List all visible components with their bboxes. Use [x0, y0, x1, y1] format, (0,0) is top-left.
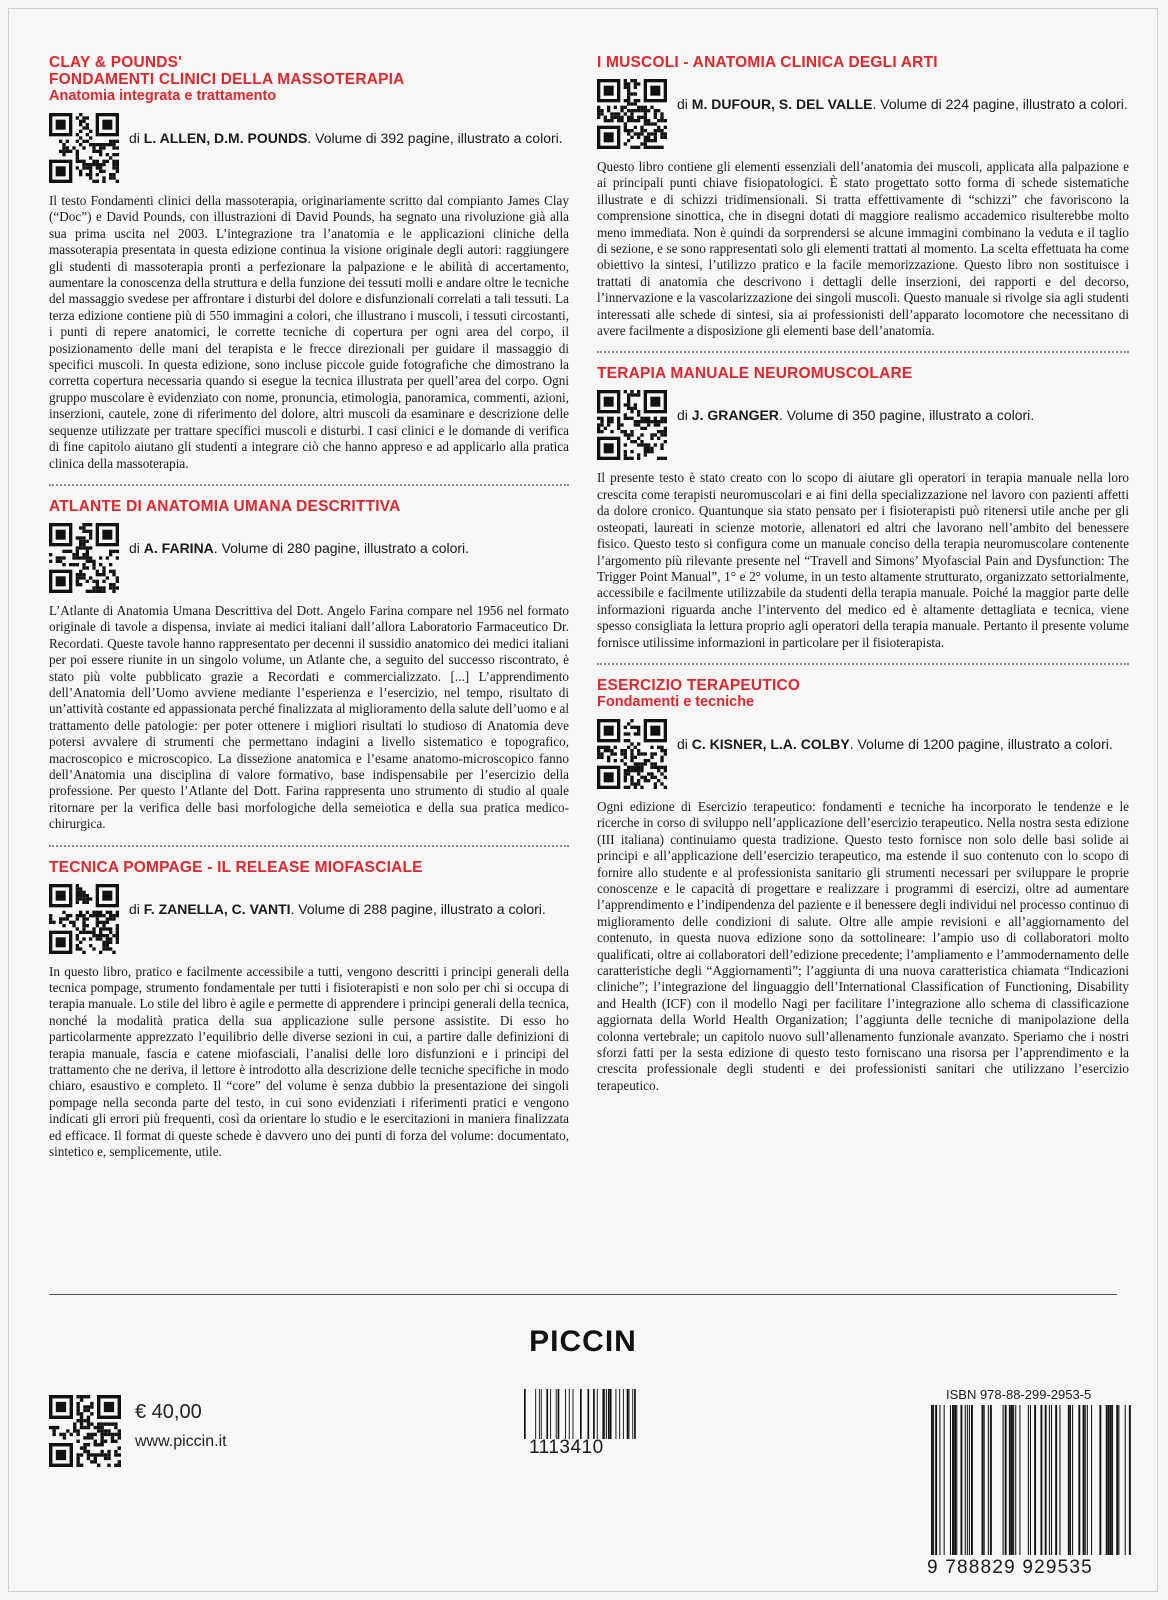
book-title: TECNICA POMPAGE - IL RELEASE MIOFASCIALE: [49, 858, 423, 876]
price: € 40,00: [135, 1401, 202, 1423]
isbn-label: ISBN 978-88-299-2953-5: [946, 1387, 1092, 1402]
right-column: [597, 54, 1129, 1106]
book-meta: [597, 390, 1129, 460]
book-meta: [49, 884, 569, 954]
qr-code-icon[interactable]: [49, 113, 119, 183]
book-subtitle: Anatomia integrata e trattamento: [49, 88, 277, 104]
book-description: Ogni edizione di Esercizio terapeutico: fondamenti e tecniche ha incorporato le tendenze e le ricerche in corso di sviluppo nell’applicazione dell’esercizio terapeutico. Nella nostra sesta edizione (III italiana) continuiamo questa tradizione. Questo testo fornisce non solo delle basi solide ai principi e all’applicazione dell’esercizio terapeutico, ma estende il suo contenuto con lo scopo di fornire allo studente e al professionista sanitario gli strumenti necessari per sviluppare le proprie conoscenze e le capacità di progettare e realizzare i programmi di esercizi, oltre ad aumentare l’apprendimento e l’indipendenza del paziente e il benessere degli individui nel processo continuo di miglioramento delle condizioni di salute. Oltre alle ampie revisioni e all’aggiornamento del contenuto, in questa nuova edizione sono da sottolineare: l’ampio uso di collaboratori molto qualificati, oltre ai collaboratori dell’edizione precedente; l’ampliamento e l’ammodernamento delle caratteristiche degli “Aggiornamenti”; l’aggiunta di una nuova caratteristica chiamata “Indicazioni cliniche”; l’integrazione del linguaggio dell’International Classification of Functioning, Disability and Health (ICF) con il modello Nagi per facilitare l’integrazione allo schema di classificazione aggiornata della World Health Organization; l’aggiunta delle tecniche di manipolazione della colonna vertebrale; un capitolo nuovo sull’allenamento funzionale avanzato. Speriamo che i nostri sforzi fatti per la sesta edizione di questo testo forniscano una risorsa per l’apprendimento e la crescita professionale degli studenti e dei professionisti sanitari che utilizzano l’esercizio terapeutico.: [597, 798, 1129, 1093]
book-title: I MUSCOLI - ANATOMIA CLINICA DEGLI ARTI: [597, 54, 938, 71]
book-entry: [597, 365, 1129, 650]
barcode-icon: [524, 1389, 636, 1439]
qr-code-icon[interactable]: [49, 1395, 121, 1467]
book-info: di A. FARINA. Volume di 280 pagine, illustrato a colori.: [129, 539, 470, 556]
book-authors: J. GRANGER: [691, 407, 779, 424]
book-entry: [49, 859, 569, 1161]
book-authors: C. KISNER, L.A. COLBY: [691, 735, 850, 752]
book-description: L’Atlante di Anatomia Umana Descrittiva del Dott. Angelo Farina compare nel 1956 nel formato originale di tavole a dispensa, inviate ai medici italiani dall’allora Laboratorio Farmaceutico Dr. Recordati. Queste tavole hanno rappresentato per decenni il sussidio anatomico dei medici italiani per poi essere riunite in un singolo volume, un Atlante che, a seguito del successo riscontrato, è stato più volte pubblicato grazie a Recordati e commercializzato. [...] L’apprendimento dell’Anatomia dell’Uomo avviene mediante l’esperienza e l’esercizio, nel tempo, risultato di un’attività costante ed appassionata perché finalizzata al miglioramento della salute dell’uomo e al trattamento delle patologie: per poter ottenere i migliori risultati lo studioso di Anatomia deve potersi avvalere di strumenti che permettano indagini a livello sistematico e topografico, macroscopico e microscopico. La dissezione anatomica e l’esame anatomo-microscopico fanno dell’Anatomia una disciplina di valore formativo, base indispensabile per l’esercizio della professione. Per questo l’Atlante del Dott. Farina rappresenta uno strumento di studio al quale ritornare per la verifica delle basi morfologiche della semeiotica e della sua pratica medico-chirurgica.: [49, 602, 569, 832]
section-divider: [597, 351, 1129, 353]
qr-code-icon[interactable]: [597, 390, 667, 460]
section-divider: [49, 845, 569, 847]
book-volume-info: . Volume di 350 pagine, illustrato a colori.: [778, 407, 1035, 424]
qr-code-icon[interactable]: [597, 719, 667, 789]
book-entry: [49, 54, 569, 472]
book-info: di F. ZANELLA, C. VANTI. Volume di 288 pagine, illustrato a colori.: [129, 900, 546, 917]
product-code: 1113410: [529, 1437, 604, 1458]
book-description: In questo libro, pratico e facilmente accessibile a tutti, vengono descritti i principi generali della tecnica pompage, strumento fondamentale per tutti i fisioterapisti e non solo per chi si occupa di terapia manuale. Lo stile del libro è agile e permette di apprendere i principi generali della tecnica, nonché la modalità pratica della sua applicazione sulle persone assistite. Di esso ho particolarmente apprezzato l’equilibrio delle diverse sezioni in cui, a partire dalle definizioni di terapia manuale, fascia e catene miofasciali, l’analisi delle loro disfunzioni e i principi del trattamento che ne deriva, il lettore è introdotto alla descrizione delle tecniche specifiche in modo chiaro, esaustivo e completo. Il “core” del volume è senza dubbio la presentazione dei singoli pompage nella seconda parte del testo, in cui sono evidenziati i riferimenti pratici e vengono indicati gli errori più frequenti, così da orientare lo studio e le esercitazioni in maniera finalizzata ed efficace. Il format di queste schede è davvero uno dei punti di forza del volume: documentato, sintetico e, semplicemente, utile.: [49, 963, 569, 1160]
ean-number: 9 788829 929535: [927, 1557, 1093, 1578]
book-info: di C. KISNER, L.A. COLBY. Volume di 1200 pagine, illustrato a colori.: [677, 735, 1113, 752]
book-description: Il testo Fondamenti clinici della massoterapia, originariamente scritto dal compianto James Clay (“Doc”) e David Pounds, con illustrazioni di David Pounds, ha segnato una rivoluzione già alla sua prima uscita nel 2003. L’integrazione tra l’anatomia e le applicazioni cliniche della massoterapia presentata in questa edizione continua la visione originale degli autori: raggiungere gli studenti di massoterapia pronti a perfezionare la palpazione e le abilità di accertamento, aumentare la conoscenza della struttura e della funzione dei tessuti molli e andare oltre le tecniche del massaggio svedese per affrontare i disturbi del dolore e disfunzionali correlati a tali tessuti. La terza edizione contiene più di 550 immagini a colori, che illustrano i muscoli, i tessuti circostanti, i punti di repere anatomici, le corrette tecniche di copertura per ogni area del corpo, il posizionamento delle mani del terapista e le frecce direzionali per guidare il massaggio di specifici muscoli. In questa edizione, sono incluse piccole guide fotografiche che dimostrano la corretta copertura necessaria quando si esegue la tecnica illustrata per quell’area del corpo. Ogni gruppo muscolare è evidenziato con nome, pronuncia, etimologia, panoramica, commenti, azioni, inserzioni, cautele, zone di riferimento del dolore, altri muscoli da esaminare e descrizione delle sequenze utilizzate per trattare specifici muscoli e disturbi. I casi clinici e le domande di verifica di fine capitolo aiutano gli studenti a integrare ciò che hanno appreso e ad applicarlo alla pratica clinica della massoterapia.: [49, 193, 569, 471]
barcode-icon: [931, 1405, 1131, 1555]
book-title-line-2: FONDAMENTI CLINICI DELLA MASSOTERAPIA: [49, 71, 405, 88]
book-subtitle: Fondamenti e tecniche: [597, 693, 755, 710]
publisher-logo: PICCIN: [529, 1325, 637, 1358]
book-meta: [49, 523, 569, 593]
qr-code-icon[interactable]: [49, 523, 119, 593]
book-authors: F. ZANELLA, C. VANTI: [143, 900, 291, 917]
book-volume-info: . Volume di 224 pagine, illustrato a colori.: [872, 96, 1128, 112]
book-volume-info: . Volume di 288 pagine, illustrato a colori.: [290, 900, 546, 917]
footer-divider: [49, 1294, 1117, 1295]
section-divider: [597, 663, 1129, 665]
book-title: TERAPIA MANUALE NEUROMUSCOLARE: [597, 365, 913, 383]
left-column: [49, 54, 569, 1172]
book-title: ATLANTE DI ANATOMIA UMANA DESCRITTIVA: [49, 497, 401, 515]
book-authors: M. DUFOUR, S. DEL VALLE: [691, 96, 873, 112]
book-authors: A. FARINA: [143, 539, 214, 556]
book-entry: [597, 677, 1129, 1094]
section-divider: [49, 484, 569, 486]
book-meta: [49, 113, 569, 183]
qr-code-icon[interactable]: [597, 79, 667, 149]
book-volume-info: . Volume di 1200 pagine, illustrato a colori.: [849, 735, 1113, 752]
book-volume-info: . Volume di 392 pagine, illustrato a colori.: [307, 130, 563, 146]
book-description: Questo libro contiene gli elementi essenziali dell’anatomia dei muscoli, applicata alla palpazione e ai principali punti chiave fisiopatologici. È stato progettato sotto forma di schede sistematiche illustrate e di schizzi tridimensionali. Si tratta effettivamente di “schizzi” che favoriscono la comprensione sinottica, che in disegni dotati di maggiore realismo accademico risulterebbe molto meno immediata. Non è quindi da sorprendersi se alcune immagini combinano la veduta e il taglio di sezione, e se sono rappresentati solo gli elementi trattati al momento. La scelta effettuata ha come obiettivo la sintesi, l’utilizzo pratico e la facile memorizzazione. Questo libro non sostituisce i trattati di anatomia che descrivono i dettagli delle inserzioni, dei rapporti e del decorso, l’innervazione e la vascolarizzazione dei singoli muscoli. Questo manuale si rivolge sia agli studenti interessati alle schede di sintesi, sia ai professionisti dell’apparato locomotore che necessitano di avere facilmente a disposizione gli elementi base dell’anatomia.: [597, 159, 1129, 339]
book-meta: [597, 79, 1129, 149]
book-info: di L. ALLEN, D.M. POUNDS. Volume di 392 pagine, illustrato a colori.: [129, 130, 563, 146]
book-entry: [49, 498, 569, 833]
website-link[interactable]: www.piccin.it: [135, 1433, 227, 1450]
book-info: di M. DUFOUR, S. DEL VALLE. Volume di 224 pagine, illustrato a colori.: [677, 96, 1128, 112]
book-meta: [597, 719, 1129, 789]
book-info: di J. GRANGER. Volume di 350 pagine, illustrato a colori.: [677, 407, 1035, 424]
book-description: Il presente testo è stato creato con lo scopo di aiutare gli operatori in terapia manuale nella loro crescita come terapisti neuromuscolari e ai fini della specializzazione nel lavoro con pazienti affetti da dolore cronico. Quantunque sia stato pensato per i fisioterapisti può ritenersi utile anche per gli osteopati, laureati in scienze motorie, allenatori ed altri che lavorano nell’ambito del benessere fisico. Questo testo si configura come un manuale conciso della terapia neuromuscolare contenente l’argomento più rilevante presente nel “Travell and Simons’ Myofascial Pain and Dysfunction: The Trigger Point Manual”, 1° e 2° volume, in un testo altamente strutturato, organizzato settorialmente, accessibile e facilmente utilizzabile da studenti della terapia manuale. Poiché la maggior parte delle informazioni riguarda anche l’intervento del medico ed è altamente dettagliata e tecnica, viene spesso consigliata la lettura proprio agli operatori della terapia manuale. Pertanto il presente volume fornisce utilissime informazioni in particolare per il fisioterapista.: [597, 470, 1129, 650]
book-authors: L. ALLEN, D.M. POUNDS: [143, 130, 308, 146]
book-title: ESERCIZIO TERAPEUTICO: [597, 676, 801, 694]
back-cover: [8, 8, 1158, 1592]
book-title: CLAY & POUNDS': [49, 54, 183, 71]
book-entry: [597, 54, 1129, 339]
book-volume-info: . Volume di 280 pagine, illustrato a colori.: [213, 539, 470, 556]
qr-code-icon[interactable]: [49, 884, 119, 954]
